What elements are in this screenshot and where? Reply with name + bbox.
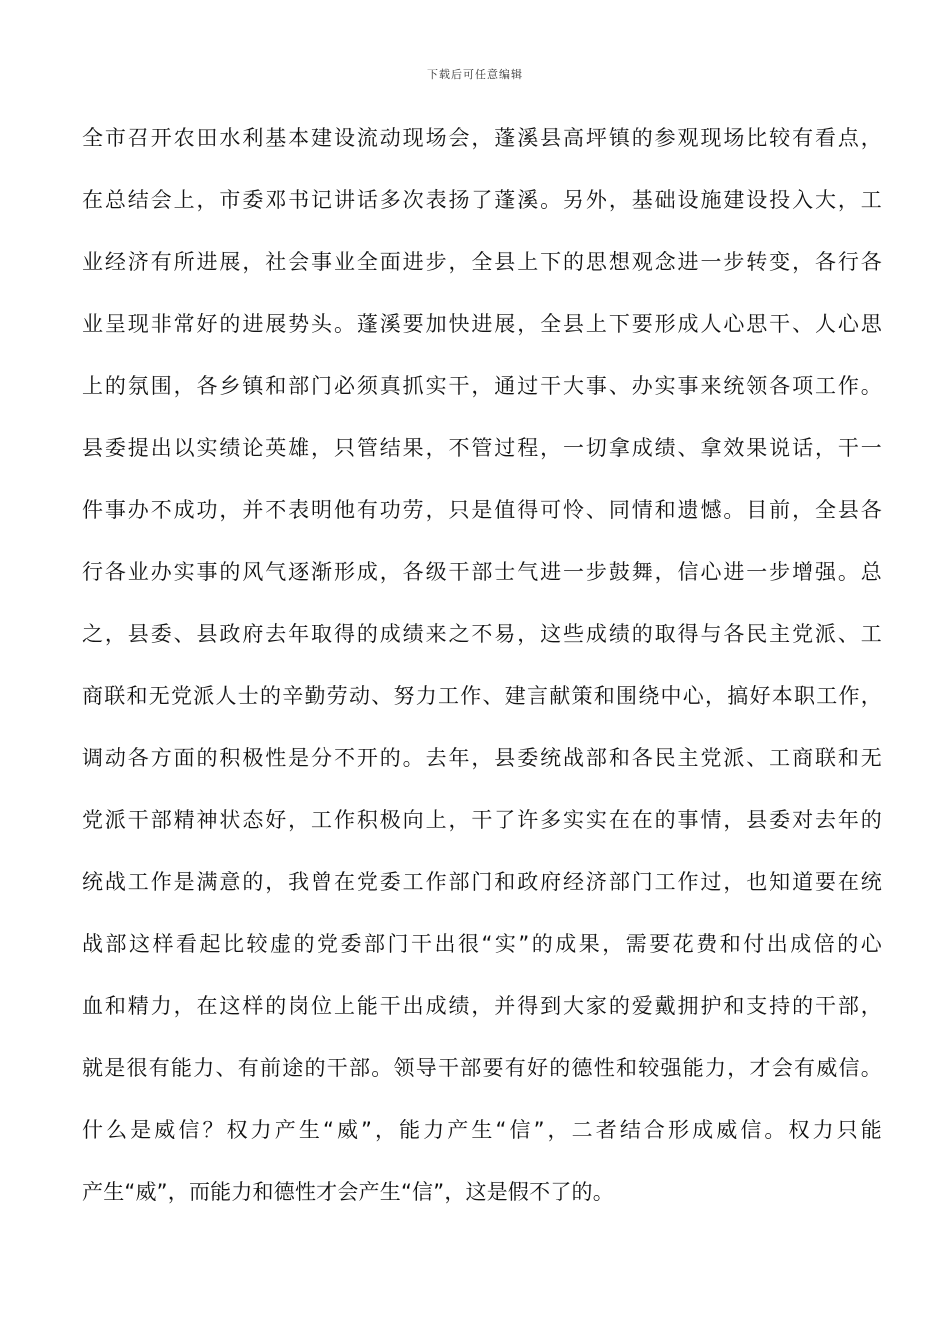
text-line: 统战工作是满意的，我曾在党委工作部门和政府经济部门工作过，也知道要在统 [82,870,882,894]
text-line: 县委提出以实绩论英雄，只管结果，不管过程，一切拿成绩、拿效果说话，干一 [82,436,882,460]
body-text [82,116,882,1232]
text-line: 什么是威信？权力产生“威”，能力产生“信”，二者结合形成威信。权力只能 [82,1118,882,1142]
text-line: 党派干部精神状态好，工作积极向上，干了许多实实在在的事情，县委对去年的 [82,808,882,832]
text-line: 业呈现非常好的进展势头。蓬溪要加快进展，全县上下要形成人心思干、人心思 [82,312,882,336]
text-line: 全市召开农田水利基本建设流动现场会，蓬溪县高坪镇的参观现场比较有看点， [82,126,882,150]
text-line: 之，县委、县政府去年取得的成绩来之不易，这些成绩的取得与各民主党派、工 [82,622,882,646]
text-line: 就是很有能力、有前途的干部。领导干部要有好的德性和较强能力，才会有威信。 [82,1056,882,1080]
text-line: 调动各方面的积极性是分不开的。去年，县委统战部和各民主党派、工商联和无 [82,746,882,770]
text-line: 件事办不成功，并不表明他有功劳，只是值得可怜、同情和遗憾。目前，全县各 [82,498,882,522]
text-line: 上的氛围，各乡镇和部门必须真抓实干，通过干大事、办实事来统领各项工作。 [82,374,882,398]
text-line: 在总结会上，市委邓书记讲话多次表扬了蓬溪。另外，基础设施建设投入大，工 [82,188,882,212]
header-note: 下载后可任意编辑 [427,68,523,81]
text-line-last: 产生“威”，而能力和德性才会产生“信”，这是假不了的。 [82,1180,614,1204]
text-line: 血和精力，在这样的岗位上能干出成绩，并得到大家的爱戴拥护和支持的干部， [82,994,882,1018]
text-line: 战部这样看起比较虚的党委部门干出很“实”的成果，需要花费和付出成倍的心 [82,932,882,956]
text-line: 商联和无党派人士的辛勤劳动、努力工作、建言献策和围绕中心，搞好本职工作， [82,684,882,708]
text-line: 行各业办实事的风气逐渐形成，各级干部士气进一步鼓舞，信心进一步增强。总 [82,560,882,584]
text-line: 业经济有所进展，社会事业全面进步，全县上下的思想观念进一步转变，各行各 [82,250,882,274]
